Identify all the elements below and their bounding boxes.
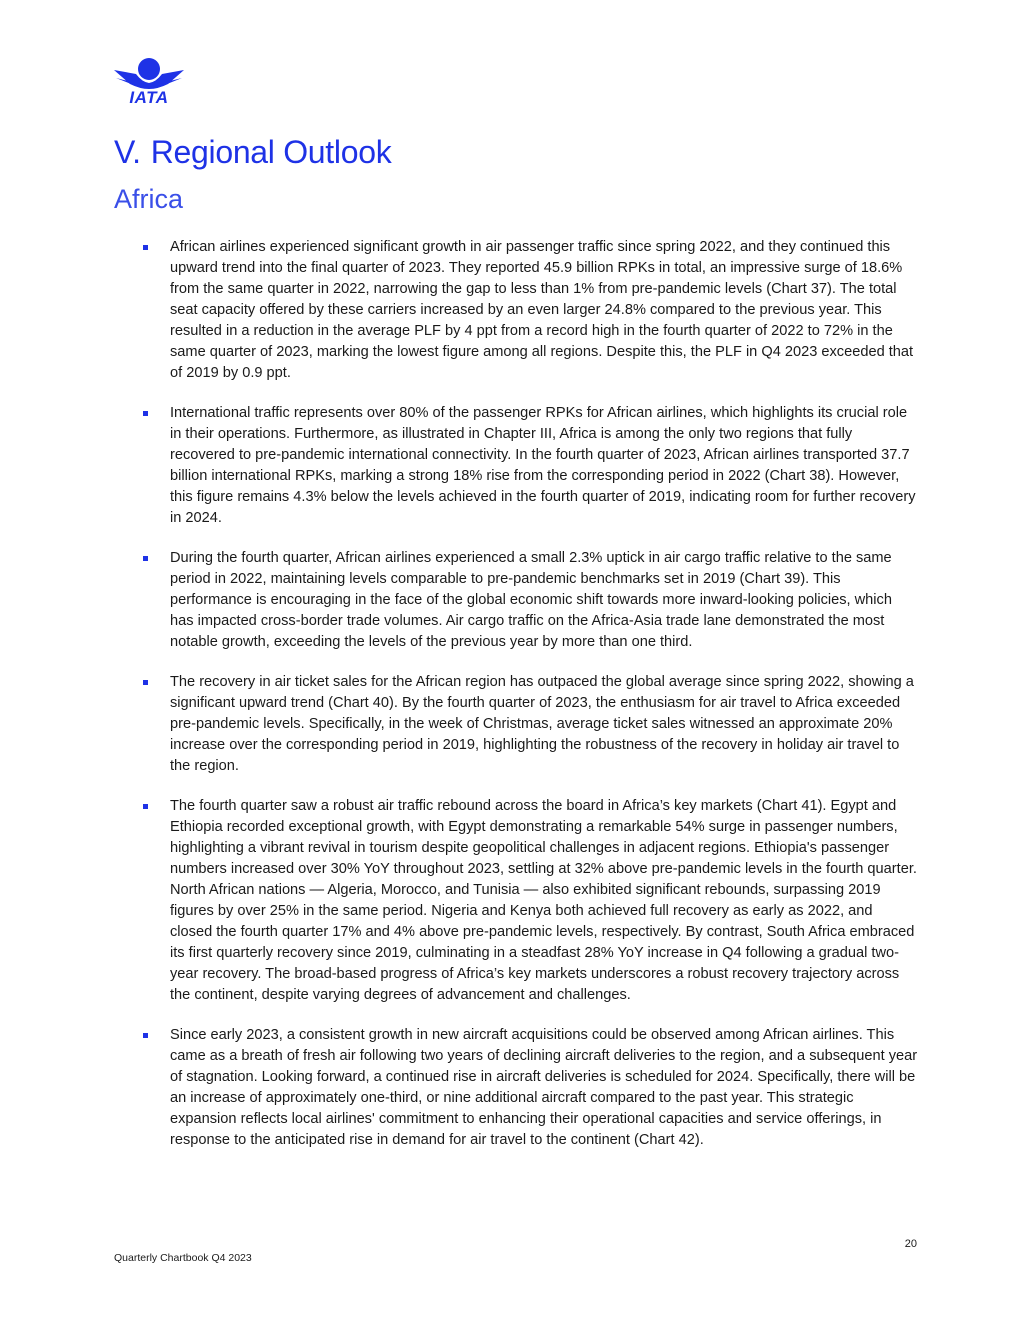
bullet-text: Since early 2023, a consistent growth in new aircraft acquisitions could be observed among African airlines. This came as a breath of fresh air following two years of declining aircraft deliveries to the region, and a subsequent year of stagnation. Looking forward, a continued rise in aircraft deliveries is scheduled for 2024. Specifically, there will be an increase of approximately one-third, or nine additional aircraft compared to the past year. This strategic expansion reflects local airlines' commitment to enhancing their operational capacities and service offerings, in response to the anticipated rise in demand for air travel to the continent (Chart 42). [170, 1027, 918, 1148]
subsection-title: Africa [114, 184, 184, 214]
footer-publication: Quarterly Chartbook Q4 2023 [114, 1252, 252, 1264]
bullet-text: During the fourth quarter, African airlines experienced a small 2.3% uptick in air cargo traffic relative to the same period in 2022, maintaining levels comparable to pre-pandemic benchmarks set in 2019 (Chart 39). This performance is encouraging in the face of the global economic shift towards more inward-looking policies, which has impacted cross-border trade volumes. Air cargo traffic on the Africa-Asia trade lane demonstrated the most notable growth, exceeding the levels of the previous year by more than one third. [170, 550, 892, 650]
bullet-item [142, 672, 918, 777]
bullet-text: The recovery in air ticket sales for the African region has outpaced the global average since spring 2022, showing a significant upward trend (Chart 40). By the fourth quarter of 2023, the enthusiasm for air travel to Africa exceeded pre-pandemic levels. Specifically, in the week of Christmas, average ticket sales witnessed an approximate 20% increase over the corresponding period in 2019, highlighting the robustness of the recovery in holiday air travel to the region. [170, 674, 914, 774]
bullet-marker-icon [143, 804, 148, 809]
bullet-marker-icon [143, 245, 148, 250]
bullet-marker-icon [143, 411, 148, 416]
bullet-list [142, 237, 918, 1170]
bullet-marker-icon [143, 680, 148, 685]
section-number: V. [114, 134, 141, 170]
iata-logo-icon [112, 56, 188, 106]
bullet-item [142, 796, 918, 1006]
page-number: 20 [904, 1238, 917, 1250]
logo-text: IATA [129, 88, 169, 106]
bullet-text: African airlines experienced significant growth in air passenger traffic since spring 2022, and they continued this upward trend into the final quarter of 2023. They reported 45.9 billion RPKs in total, an impressive surge of 18.6% from the same quarter in 2022, narrowing the gap to less than 1% from pre-pandemic levels (Chart 37). The total seat capacity offered by these carriers increased by an even larger 24.8% compared to the previous year. This resulted in a reduction in the average PLF by 4 ppt from a record high in the fourth quarter of 2022 to 72% in the same quarter of 2023, marking the lowest figure among all regions. Despite this, the PLF in Q4 2023 exceeded that of 2019 by 0.9 ppt. [170, 239, 914, 381]
bullet-item [142, 237, 918, 384]
bullet-item [142, 403, 918, 529]
iata-logo [112, 56, 188, 106]
bullet-marker-icon [143, 1033, 148, 1038]
bullet-text: The fourth quarter saw a robust air traffic rebound across the board in Africa’s key markets (Chart 41). Egypt and Ethiopia recorded exceptional growth, with Egypt demonstrating a remarkable 54% surge in passenger numbers, highlighting a vibrant revival in tourism despite geopolitical challenges in adjacent regions. Ethiopia's passenger numbers increased over 30% YoY throughout 2023, settling at 32% above pre-pandemic levels in the fourth quarter. North African nations — Algeria, Morocco, and Tunisia — also exhibited significant rebounds, surpassing 2019 figures by over 25% in the same period. Nigeria and Kenya both achieved full recovery as early as 2022, and closed the fourth quarter 17% and 4% above pre-pandemic levels, respectively. By contrast, South Africa embraced its first quarterly recovery since 2019, culminating in a steadfast 28% YoY increase in Q4 following a gradual two-year recovery. The broad-based progress of Africa’s key markets underscores a robust recovery trajectory across the continent, despite varying degrees of advancement and challenges. [170, 798, 917, 1003]
section-title [114, 134, 391, 171]
bullet-item [142, 1025, 918, 1151]
bullet-item [142, 548, 918, 653]
bullet-text: International traffic represents over 80% of the passenger RPKs for African airlines, which highlights its crucial role in their operations. Furthermore, as illustrated in Chapter III, Africa is among the only two regions that fully recovered to pre-pandemic international connectivity. In the fourth quarter of 2023, African airlines transported 37.7 billion international RPKs, marking a strong 18% rise from the corresponding period in 2022 (Chart 38). However, this figure remains 4.3% below the levels achieved in the fourth quarter of 2019, indicating room for further recovery in 2024. [170, 405, 916, 526]
section-title-text: Regional Outlook [150, 134, 392, 170]
bullet-marker-icon [143, 556, 148, 561]
